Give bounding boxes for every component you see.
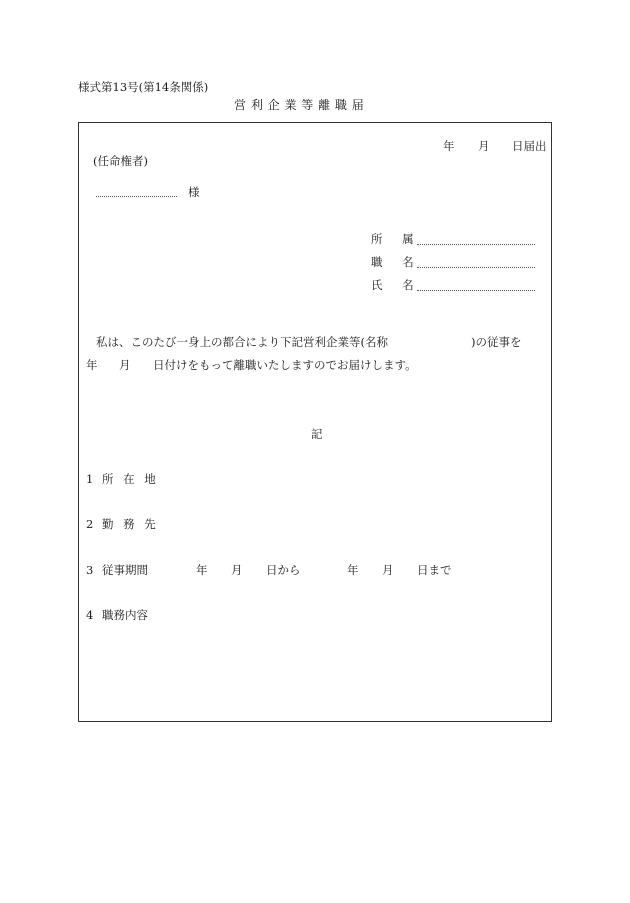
- item1-number: 1: [86, 472, 94, 486]
- body-month-label: 月: [119, 358, 131, 372]
- item2-label: 勤 務 先: [102, 517, 159, 531]
- item1-label: 所 在 地: [102, 472, 159, 486]
- document-title: 営 利 企 業 等 離 職 届: [234, 98, 365, 112]
- form-frame: [78, 122, 552, 722]
- item3-to-day: 日まで: [417, 563, 452, 577]
- ki-heading: 記: [311, 427, 323, 441]
- item4-number: 4: [86, 608, 94, 622]
- item3-from-day: 日から: [266, 563, 301, 577]
- appointer-label: (任命権者): [93, 154, 148, 168]
- body-line2-suffix: 日付けをもって離職いたしますのでお届けします。: [153, 358, 417, 372]
- item3-from-month: 月: [231, 563, 243, 577]
- item3-to-year: 年: [347, 563, 359, 577]
- date-day-submit-label: 日届出: [512, 139, 547, 153]
- date-year-label: 年: [443, 139, 455, 153]
- name-field[interactable]: [417, 290, 535, 291]
- item4-label: 職務内容: [102, 608, 148, 622]
- affiliation-field[interactable]: [417, 244, 535, 245]
- name-label: 氏 名: [371, 278, 422, 292]
- affiliation-label: 所 属: [371, 232, 422, 246]
- body-year-label: 年: [86, 358, 98, 372]
- form-number: 様式第13号(第14条関係): [78, 80, 209, 94]
- appointer-name-field[interactable]: [96, 196, 177, 197]
- item3-number: 3: [86, 563, 94, 577]
- item3-to-month: 月: [382, 563, 394, 577]
- item3-label: 従事期間: [102, 563, 148, 577]
- body-line1-prefix: 私は、このたび一身上の都合により下記営利企業等(名称: [96, 335, 388, 349]
- item3-from-year: 年: [196, 563, 208, 577]
- position-label: 職 名: [371, 255, 422, 269]
- sama-label: 様: [188, 185, 200, 199]
- body-line1-suffix: )の従事を: [471, 335, 522, 349]
- date-month-label: 月: [478, 139, 490, 153]
- item2-number: 2: [86, 517, 94, 531]
- position-field[interactable]: [417, 267, 535, 268]
